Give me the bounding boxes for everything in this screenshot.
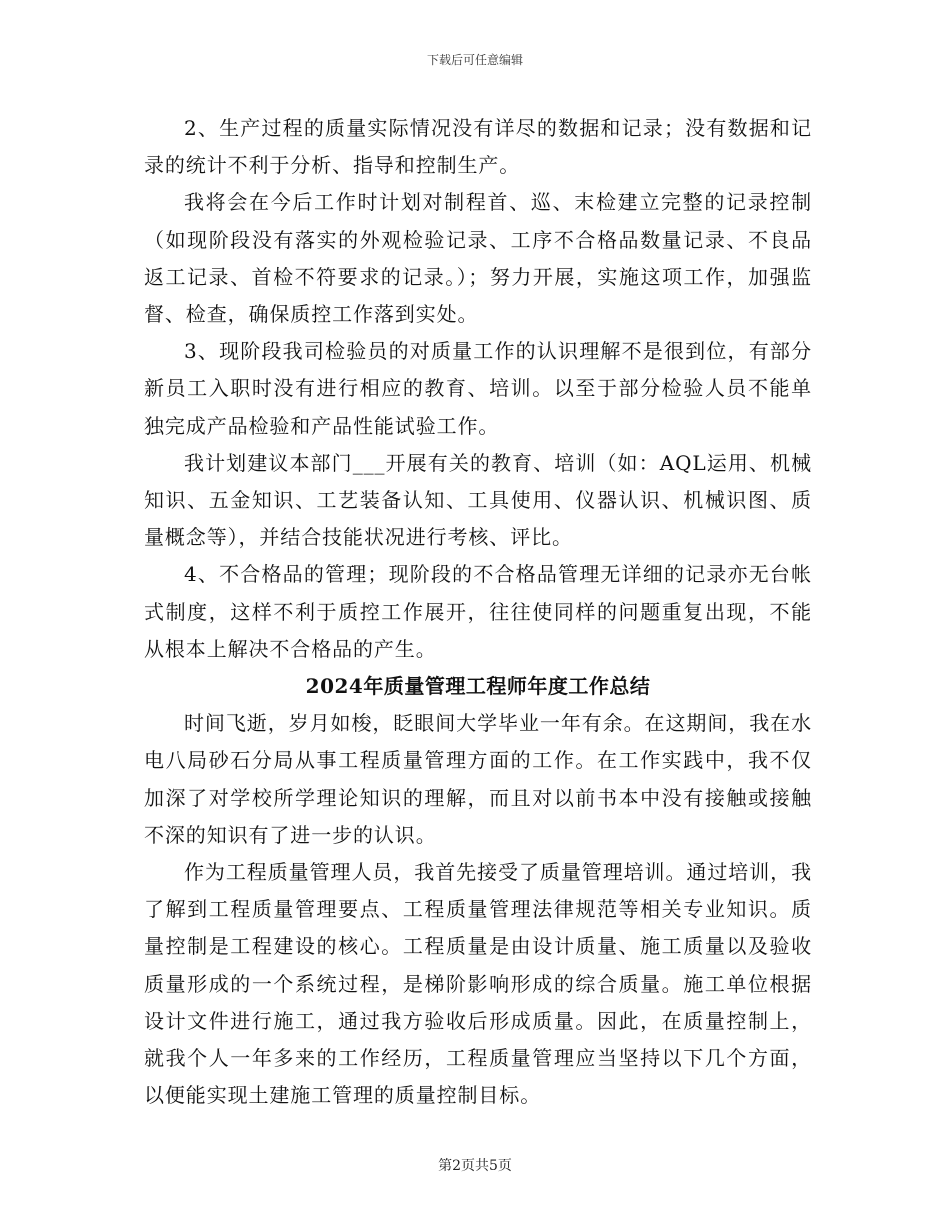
body-paragraph: 3、现阶段我司检验员的对质量工作的认识理解不是很到位，有部分新员工入职时没有进行相应的教育、培训。以至于部分检验人员不能单独完成产品检验和产品性能试验工作。 (144, 339, 812, 438)
body-paragraph: 4、不合格品的管理；现阶段的不合格品管理无详细的记录亦无台帐式制度，这样不利于质控工作展开，往往使同样的问题重复出现，不能从根本上解决不合格品的产生。 (144, 562, 812, 661)
page-footer: 第2页共5页 (438, 1158, 512, 1174)
document-body (144, 110, 812, 1114)
body-paragraph: 我计划建议本部门___开展有关的教育、培训（如：AQL运用、机械知识、五金知识、工艺装备认知、工具使用、仪器认识、机械识图、质量概念等），并结合技能状况进行考核、评比。 (144, 450, 812, 550)
body-paragraph: 2、生产过程的质量实际情况没有详尽的数据和记录；没有数据和记录的统计不利于分析、指导和控制生产。 (144, 116, 812, 178)
body-paragraph: 时间飞逝，岁月如梭，眨眼间大学毕业一年有余。在这期间，我在水电八局砂石分局从事工程质量管理方面的工作。在工作实践中，我不仅加深了对学校所学理论知识的理解，而且对以前书本中没有接触或接触不深的知识有了进一步的认识。 (144, 711, 812, 847)
body-paragraph: 作为工程质量管理人员，我首先接受了质量管理培训。通过培训，我了解到工程质量管理要点、工程质量管理法律规范等相关专业知识。质量控制是工程建设的核心。工程质量是由设计质量、施工质量以及验收质量形成的一个系统过程，是梯阶影响形成的综合质量。施工单位根据设计文件进行施工，通过我方验收后形成质量。因此，在质量控制上，就我个人一年多来的工作经历，工程质量管理应当坚持以下几个方面，以便能实现土建施工管理的质量控制目标。 (144, 860, 812, 1108)
page-header: 下载后可任意编辑 (426, 53, 523, 67)
body-paragraph: 我将会在今后工作时计划对制程首、巡、末检建立完整的记录控制（如现阶段没有落实的外观检验记录、工序不合格品数量记录、不良品返工记录、首检不符要求的记录。）；努力开展，实施这项工作，加强监督、检查，确保质控工作落到实处。 (144, 190, 812, 327)
section-title: 2024年质量管理工程师年度工作总结 (305, 674, 651, 699)
